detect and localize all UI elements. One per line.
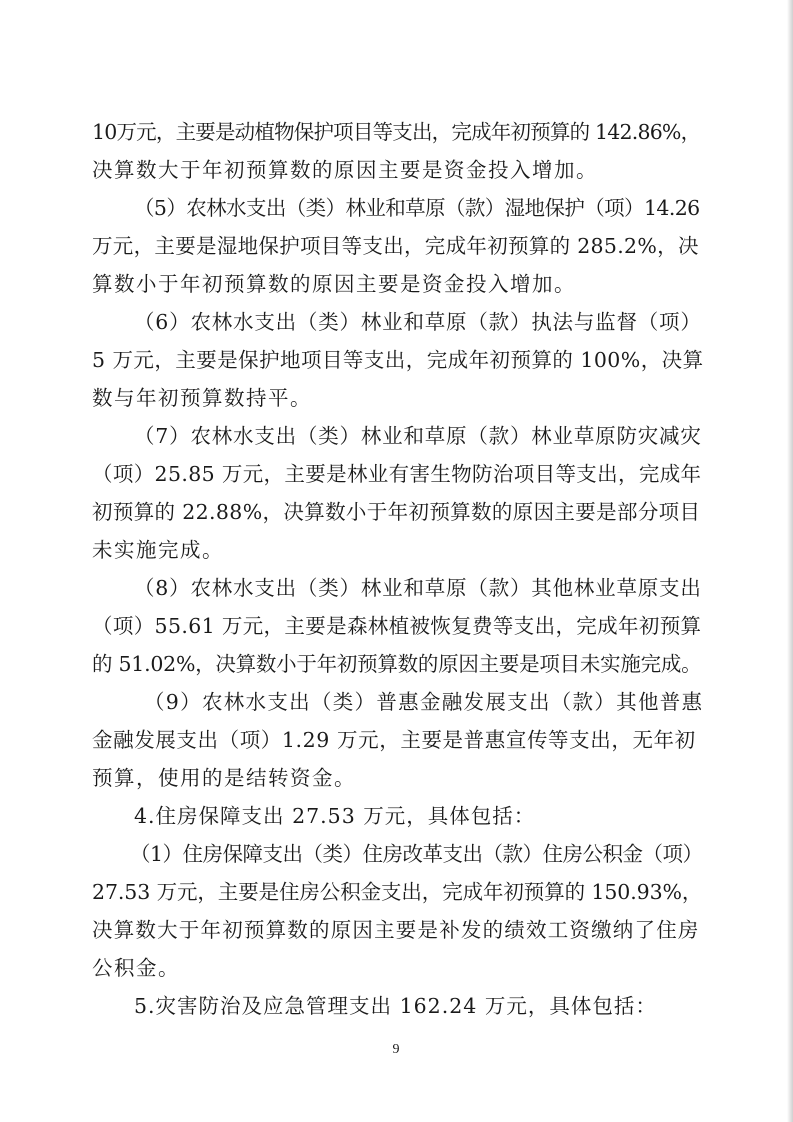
- text-line: 数与年初预算数持平。: [92, 386, 312, 410]
- text-line: 10万元，主要是动植物保护项目等支出，完成年初预算的 142.86%，: [92, 120, 701, 144]
- text-line: （8）农林水支出（类）林业和草原（款）其他林业草原支出: [134, 576, 702, 600]
- text-line: 决算数大于年初预算数的原因主要是补发的绩效工资缴纳了住房: [92, 918, 700, 942]
- text-line: 公积金。: [92, 956, 180, 980]
- text-line: 预算，使用的是结转资金。: [92, 766, 356, 790]
- text-line: 决算数大于年初预算数的原因主要是资金投入增加。: [92, 158, 598, 182]
- text-line: （9）农林水支出（类）普惠金融发展支出（款）其他普惠: [144, 690, 704, 714]
- text-line: （1）住房保障支出（类）住房改革支出（款）住房公积金（项）: [130, 842, 703, 866]
- section-heading: 5.灾害防治及应急管理支出 162.24 万元，具体包括：: [134, 994, 657, 1018]
- text-line: （项）55.61 万元，主要是森林植被恢复费等支出，完成年初预算: [92, 614, 702, 638]
- text-line: 的 51.02%，决算数小于年初预算数的原因主要是项目未实施完成。: [92, 652, 702, 676]
- text-line: 万元，主要是湿地保护项目等支出，完成年初预算的 285.2%，决: [92, 234, 699, 258]
- text-line: 5 万元，主要是保护地项目等支出，完成年初预算的 100%，决算: [92, 348, 704, 372]
- section-heading: 4.住房保障支出 27.53 万元，具体包括：: [134, 804, 536, 828]
- text-line: （项）25.85 万元，主要是林业有害生物防治项目等支出，完成年: [92, 462, 702, 486]
- text-line: 未实施完成。: [92, 538, 224, 562]
- text-line: 金融发展支出（项）1.29 万元，主要是普惠宣传等支出，无年初: [92, 728, 696, 752]
- text-line: （7）农林水支出（类）林业和草原（款）林业草原防灾减灾: [134, 424, 702, 448]
- text-line: 27.53 万元，主要是住房公积金支出，完成年初预算的 150.93%，: [92, 880, 703, 904]
- text-line: 初预算的 22.88%，决算数小于年初预算数的原因主要是部分项目: [92, 500, 701, 524]
- text-line: （5）农林水支出（类）林业和草原（款）湿地保护（项）14.26: [134, 196, 700, 220]
- page-number: 9: [392, 1042, 400, 1057]
- text-line: （6）农林水支出（类）林业和草原（款）执法与监督（项）: [134, 310, 702, 334]
- text-line: 算数小于年初预算数的原因主要是资金投入增加。: [92, 272, 576, 296]
- page-edge-shadow: [787, 0, 793, 1122]
